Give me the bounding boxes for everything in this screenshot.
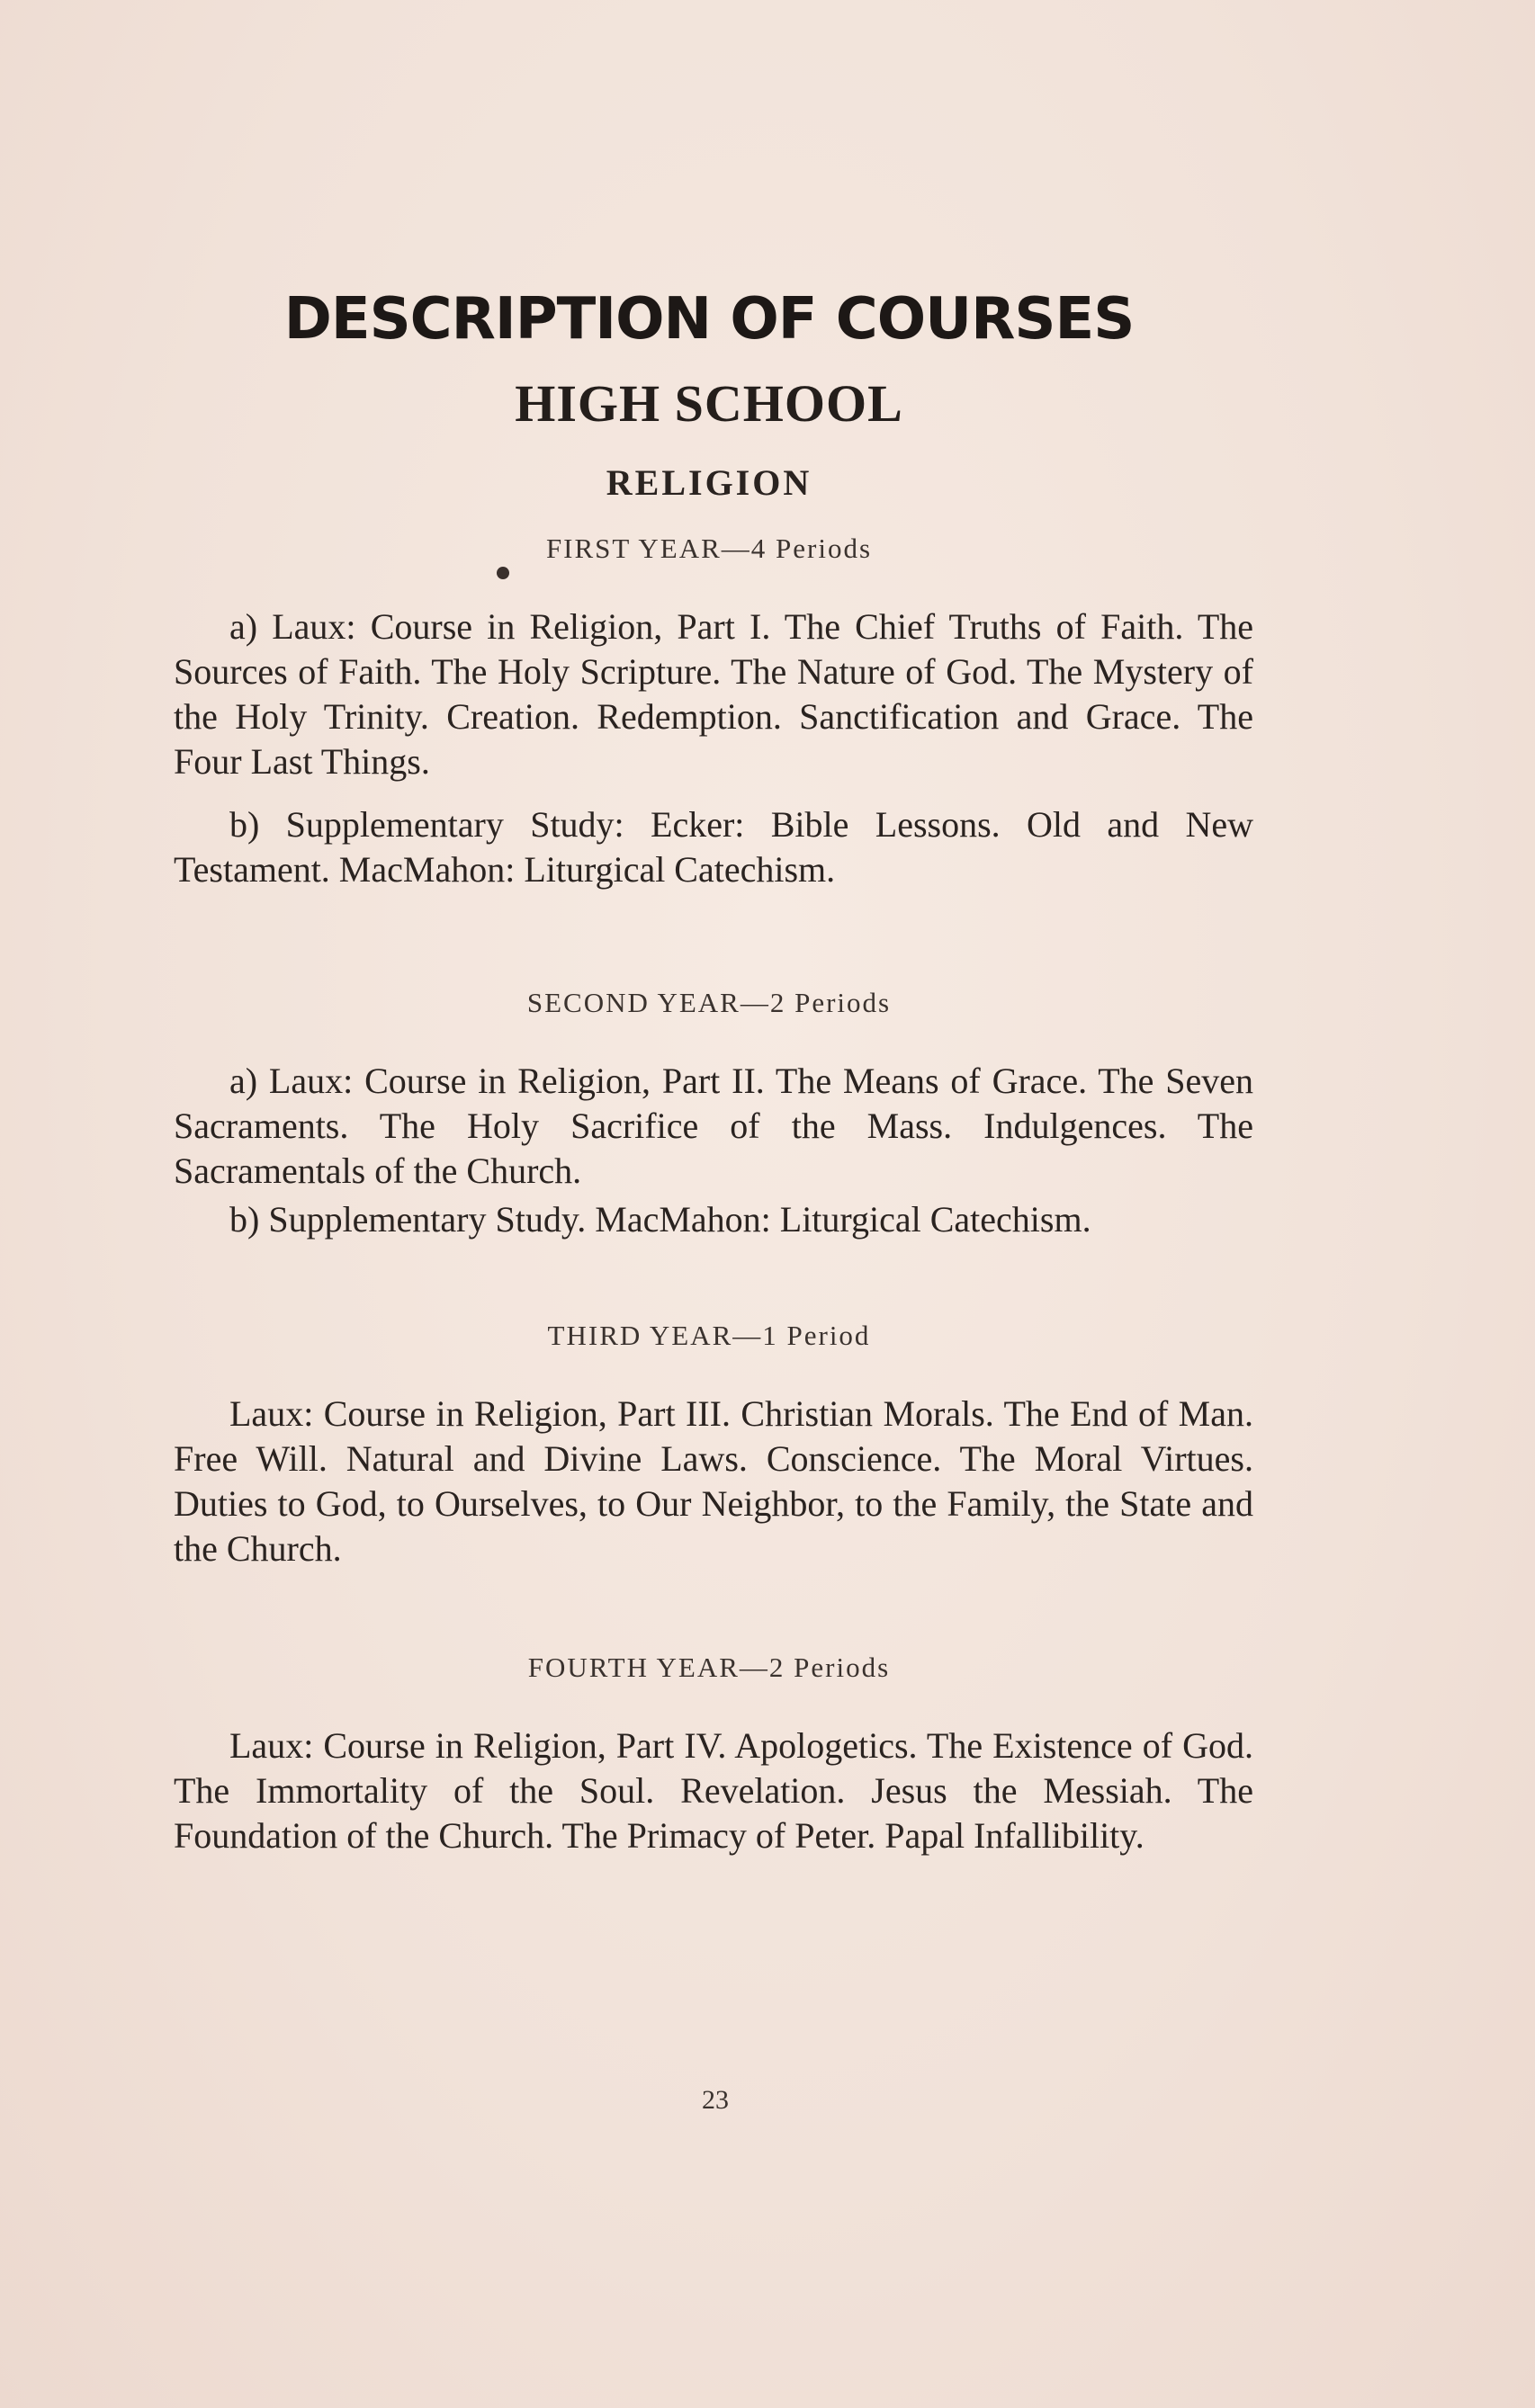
course-paragraph: b) Supplementary Study: Ecker: Bible Lessons. Old and New Testament. MacMahon: Liturgical Catechism. bbox=[174, 804, 1253, 890]
course-paragraph: Laux: Course in Religion, Part III. Christian Morals. The End of Man. Free Will. Natural and Divine Laws. Conscience. The Moral Virtues. Duties to God, to Ourselves, to Our Neighbor, to the Family, the State and the Church. bbox=[174, 1393, 1253, 1569]
year-heading: SECOND YEAR—2 Periods bbox=[526, 987, 892, 1018]
year-heading: THIRD YEAR—1 Period bbox=[547, 1320, 871, 1351]
course-paragraph: a) Laux: Course in Religion, Part I. The Chief Truths of Faith. The Sources of Faith. The Holy Scripture. The Nature of God. The Mystery of the Holy Trinity. Creation. Redemption. Sanctification and Grace. The Four Last Things. bbox=[174, 606, 1253, 782]
course-paragraph: Laux: Course in Religion, Part IV. Apologetics. The Existence of God. The Immortality of the Soul. Revelation. Jesus the Messiah. The Foundation of the Church. The Primacy of Peter. Papal Infallibility. bbox=[174, 1725, 1253, 1856]
page-subtitle: HIGH SCHOOL bbox=[515, 374, 903, 433]
first-year-section bbox=[174, 533, 1253, 892]
second-year-section bbox=[174, 987, 1253, 1242]
course-paragraph: b) Supplementary Study. MacMahon: Liturgical Catechism. bbox=[229, 1199, 1091, 1240]
section-title: RELIGION bbox=[606, 462, 812, 503]
page-number: 23 bbox=[702, 2085, 729, 2115]
fourth-year-section bbox=[174, 1652, 1253, 1858]
third-year-section bbox=[174, 1320, 1253, 1571]
course-paragraph: a) Laux: Course in Religion, Part II. The Means of Grace. The Seven Sacraments. The Holy Sacrifice of the Mass. Indulgences. The Sacramentals of the Church. bbox=[174, 1061, 1253, 1191]
year-heading: FOURTH YEAR—2 Periods bbox=[527, 1652, 891, 1683]
page-title: DESCRIPTION OF COURSES bbox=[283, 286, 1135, 353]
year-heading: FIRST YEAR—4 Periods bbox=[545, 533, 873, 564]
